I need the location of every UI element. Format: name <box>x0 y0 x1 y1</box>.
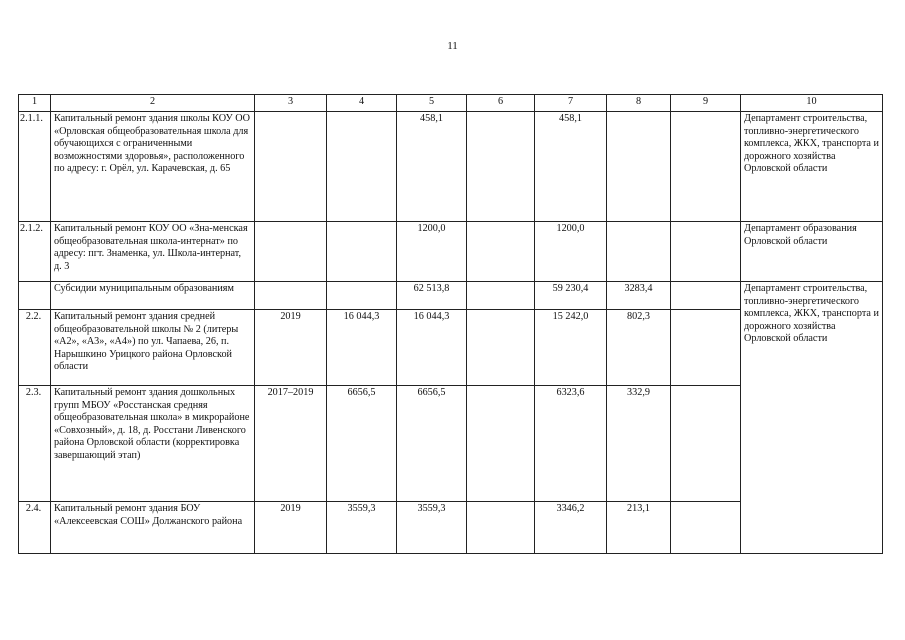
cell-col9 <box>671 386 741 502</box>
cell-col6 <box>467 502 535 554</box>
page-number: 11 <box>447 40 458 52</box>
table-row <box>19 282 883 310</box>
table-header-row <box>19 95 883 112</box>
cell-col9 <box>671 310 741 386</box>
row-code: 2.1.1. <box>19 112 51 222</box>
cell-col4 <box>327 282 397 310</box>
budget-table <box>18 94 883 554</box>
header-cell: 7 <box>535 95 607 112</box>
cell-col4 <box>327 222 397 282</box>
cell-col4 <box>327 112 397 222</box>
responsible-department: Департамент строительства, топливно-энергетического комплекса, ЖКХ, транспорта и дорожного хозяйства Орловской области <box>741 112 883 222</box>
header-cell: 9 <box>671 95 741 112</box>
cell-period <box>255 112 327 222</box>
row-code: 2.4. <box>19 502 51 554</box>
cell-col5: 62 513,8 <box>397 282 467 310</box>
row-description: Капитальный ремонт здания дошкольных групп МБОУ «Росстанская средняя общеобразовательная школа» в микрорайоне «Совхозный», д. 18, д. Росстани Ливенского района Орловской области (корректировка завершающий этап) <box>51 386 255 502</box>
cell-period <box>255 222 327 282</box>
row-description: Капитальный ремонт здания средней общеобразовательной школы № 2 (литеры «А2», «А3», «А4») по ул. Чапаева, 26, п. Нарышкино Урицкого района Орловской области <box>51 310 255 386</box>
row-code: 2.1.2. <box>19 222 51 282</box>
cell-col5: 458,1 <box>397 112 467 222</box>
cell-col5: 16 044,3 <box>397 310 467 386</box>
row-description: Субсидии муниципальным образованиям <box>51 282 255 310</box>
responsible-department: Департамент строительства, топливно-энергетического комплекса, ЖКХ, транспорта и дорожного хозяйства Орловской области <box>741 282 883 554</box>
table-row <box>19 222 883 282</box>
row-description: Капитальный ремонт здания БОУ «Алексеевская СОШ» Должанского района <box>51 502 255 554</box>
cell-col4: 16 044,3 <box>327 310 397 386</box>
header-cell: 5 <box>397 95 467 112</box>
table-row <box>19 112 883 222</box>
cell-col7: 458,1 <box>535 112 607 222</box>
row-code: 2.3. <box>19 386 51 502</box>
cell-col6 <box>467 310 535 386</box>
cell-col8: 332,9 <box>607 386 671 502</box>
cell-col7: 3346,2 <box>535 502 607 554</box>
cell-col6 <box>467 112 535 222</box>
cell-col8 <box>607 112 671 222</box>
cell-col7: 1200,0 <box>535 222 607 282</box>
cell-period: 2019 <box>255 502 327 554</box>
header-cell: 8 <box>607 95 671 112</box>
cell-col9 <box>671 502 741 554</box>
cell-col9 <box>671 282 741 310</box>
cell-period: 2019 <box>255 310 327 386</box>
cell-col7: 6323,6 <box>535 386 607 502</box>
header-cell: 1 <box>19 95 51 112</box>
header-cell: 4 <box>327 95 397 112</box>
row-description: Капитальный ремонт КОУ ОО «Зна-менская общеобразовательная школа-интернат» по адресу: пгт. Знаменка, ул. Школа-интернат, д. 3 <box>51 222 255 282</box>
cell-col5: 1200,0 <box>397 222 467 282</box>
cell-col4: 3559,3 <box>327 502 397 554</box>
row-description: Капитальный ремонт здания школы КОУ ОО «Орловская общеобразовательная школа для обучающихся с ограниченными возможностями здоровья», расположенного по адресу: г. Орёл, ул. Карачевская, д. 65 <box>51 112 255 222</box>
row-code <box>19 282 51 310</box>
header-cell: 6 <box>467 95 535 112</box>
cell-col9 <box>671 112 741 222</box>
cell-col7: 15 242,0 <box>535 310 607 386</box>
header-cell: 2 <box>51 95 255 112</box>
header-cell: 10 <box>741 95 883 112</box>
cell-col8 <box>607 222 671 282</box>
cell-col4: 6656,5 <box>327 386 397 502</box>
cell-col8: 3283,4 <box>607 282 671 310</box>
cell-col6 <box>467 386 535 502</box>
cell-col8: 802,3 <box>607 310 671 386</box>
row-code: 2.2. <box>19 310 51 386</box>
cell-col8: 213,1 <box>607 502 671 554</box>
cell-col5: 3559,3 <box>397 502 467 554</box>
cell-col6 <box>467 222 535 282</box>
header-cell: 3 <box>255 95 327 112</box>
cell-col7: 59 230,4 <box>535 282 607 310</box>
cell-period: 2017–2019 <box>255 386 327 502</box>
responsible-department: Департамент образования Орловской области <box>741 222 883 282</box>
cell-period <box>255 282 327 310</box>
cell-col6 <box>467 282 535 310</box>
cell-col9 <box>671 222 741 282</box>
cell-col5: 6656,5 <box>397 386 467 502</box>
